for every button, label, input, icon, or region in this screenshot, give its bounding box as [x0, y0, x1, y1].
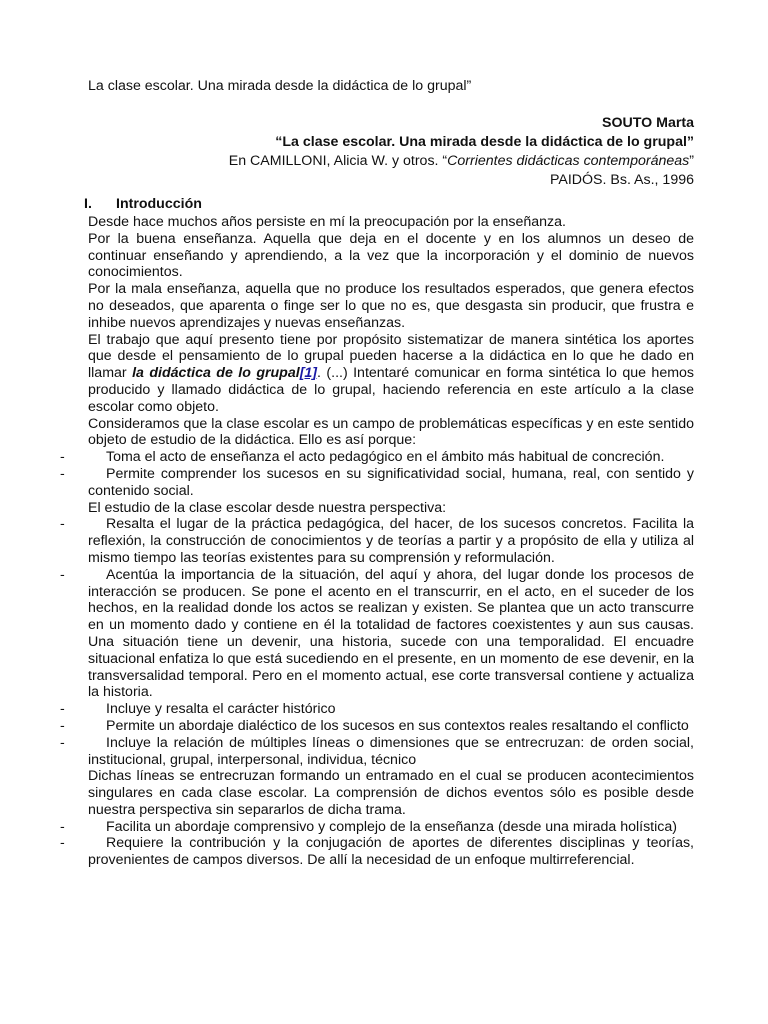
bullet-dash: -: [60, 717, 65, 734]
list-item-text: Acentúa la importancia de la situación, del aquí y ahora, del lugar donde los procesos de interacción se producen. Se pone el acento en el transcurrir, en el acto, en el suceder de los hechos, en la realidad donde los actos se realizan y existen. Se plantea que un acto transcurre en un momento dado y contiene en él la totalidad de factores coexistentes y aun sus causas. Una situación tiene un devenir, una historia, sucede con una temporalidad. El encuadre situacional enfatiza lo que está sucediendo en el presente, en un momento de ese devenir, en la transversalidad temporal. Pero en el momento actual, ese corte transversal contiene y actualiza la historia.: [88, 566, 694, 701]
author-name: SOUTO Marta: [602, 115, 694, 131]
list-item: [60, 734, 694, 769]
bullet-dash: -: [60, 449, 65, 466]
bullet-dash: -: [60, 734, 65, 751]
list-item-text: Toma el acto de enseñanza el acto pedagógico en el ámbito más habitual de concreción.: [106, 449, 665, 466]
paragraph: Por la mala enseñanza, aquella que no produce los resultados esperados, que genera efectos no deseados, que aparenta o finge ser lo que no es, que desgasta sin producir, que frustra e inhibe nuevos aprendizajes y nuevas enseñanzas.: [88, 281, 694, 331]
paragraph: El estudio de la clase escolar desde nuestra perspectiva:: [88, 499, 447, 516]
bullet-dash: -: [60, 566, 65, 583]
list-item-text: Requiere la contribución y la conjugación de aportes de diferentes disciplinas y teorías, provenientes de campos diversos. De allí la necesidad de un enfoque multirreferencial.: [88, 835, 694, 869]
source-book-title: Corrientes didácticas contemporáneas: [447, 153, 690, 169]
article-title: “La clase escolar. Una mirada desde la didáctica de lo grupal”: [275, 134, 694, 150]
list-item-text: Permite comprender los sucesos en su significatividad social, humana, real, con sentido y contenido social.: [88, 465, 694, 499]
list-item: [60, 449, 694, 466]
section-title: Introducción: [116, 196, 202, 212]
paragraph: Por la buena enseñanza. Aquella que deja en el docente y en los alumnos un deseo de continuar enseñando y aprendiendo, a la vez que la incorporación y el dominio de nuevos conocimientos.: [88, 230, 694, 281]
body-text: [60, 214, 695, 869]
list-item: [60, 818, 694, 836]
list-item-text: Incluye y resalta el carácter histórico: [106, 701, 336, 718]
paragraph: [88, 332, 694, 416]
paragraph-text: . (...) Intentaré comunicar en forma sintética lo que hemos producido y llamado didáctica de lo grupal, haciendo referencia en este artículo a la clase escolar como objeto.: [88, 365, 695, 415]
section-number: I.: [84, 196, 92, 212]
footnote-link[interactable]: [1]: [299, 365, 318, 382]
bullet-dash: -: [60, 516, 65, 533]
list-item-text: Resalta el lugar de la práctica pedagógica, del hacer, de los sucesos concretos. Facilita la reflexión, la construcción de conocimientos y de teorías a partir y a propósito de ella y utiliza al mismo tiempo las teorías existentes para su comprensión y reformulación.: [88, 516, 694, 566]
bullet-dash: -: [60, 835, 65, 852]
list-item-text: Permite un abordaje dialéctico de los sucesos en sus contextos reales resaltando el conflicto: [106, 717, 689, 734]
list-item: [60, 566, 694, 701]
list-item: [60, 516, 694, 566]
source-suffix: ”: [689, 153, 694, 169]
bullet-dash: -: [60, 465, 65, 482]
list-item: [60, 717, 694, 735]
source-prefix: En CAMILLONI, Alicia W. y otros. “: [228, 153, 448, 169]
list-item: [60, 701, 694, 718]
publisher-line: PAIDÓS. Bs. As., 1996: [549, 172, 694, 188]
bullet-dash: -: [60, 818, 65, 835]
source-line: [229, 152, 694, 171]
list-item: [60, 835, 694, 869]
citation-block: [229, 114, 694, 190]
bullet-dash: -: [60, 701, 65, 718]
paragraph: Desde hace muchos años persiste en mí la preocupación por la enseñanza.: [88, 214, 566, 230]
list-item-text: Facilita un abordaje comprensivo y complejo de la enseñanza (desde una mirada holística): [106, 818, 677, 835]
list-item-text: Incluye la relación de múltiples líneas o dimensiones que se entrecruzan: de orden social, institucional, grupal, interpersonal, individua, técnico: [88, 734, 694, 768]
running-header: La clase escolar. Una mirada desde la didáctica de lo grupal”: [88, 78, 472, 94]
emphasized-term: la didáctica de lo grupal: [132, 365, 300, 382]
paragraph: Dichas líneas se entrecruzan formando un entramado en el cual se producen acontecimientos singulares en cada clase escolar. La comprensión de dichos eventos sólo es posible desde nuestra perspectiva sin separarlos de dicha trama.: [88, 768, 694, 818]
paragraph-text: El trabajo que aquí presento tiene por propósito sistematizar de manera sintética los aportes que desde el pensamiento de lo grupal pueden hacerse a la didáctica en lo que he dado en llamar: [88, 331, 694, 382]
list-item: [60, 465, 694, 500]
paragraph: Consideramos que la clase escolar es un campo de problemáticas específicas y en este sentido objeto de estudio de la didáctica. Ello es así porque:: [88, 415, 694, 449]
section-heading: [84, 196, 202, 213]
